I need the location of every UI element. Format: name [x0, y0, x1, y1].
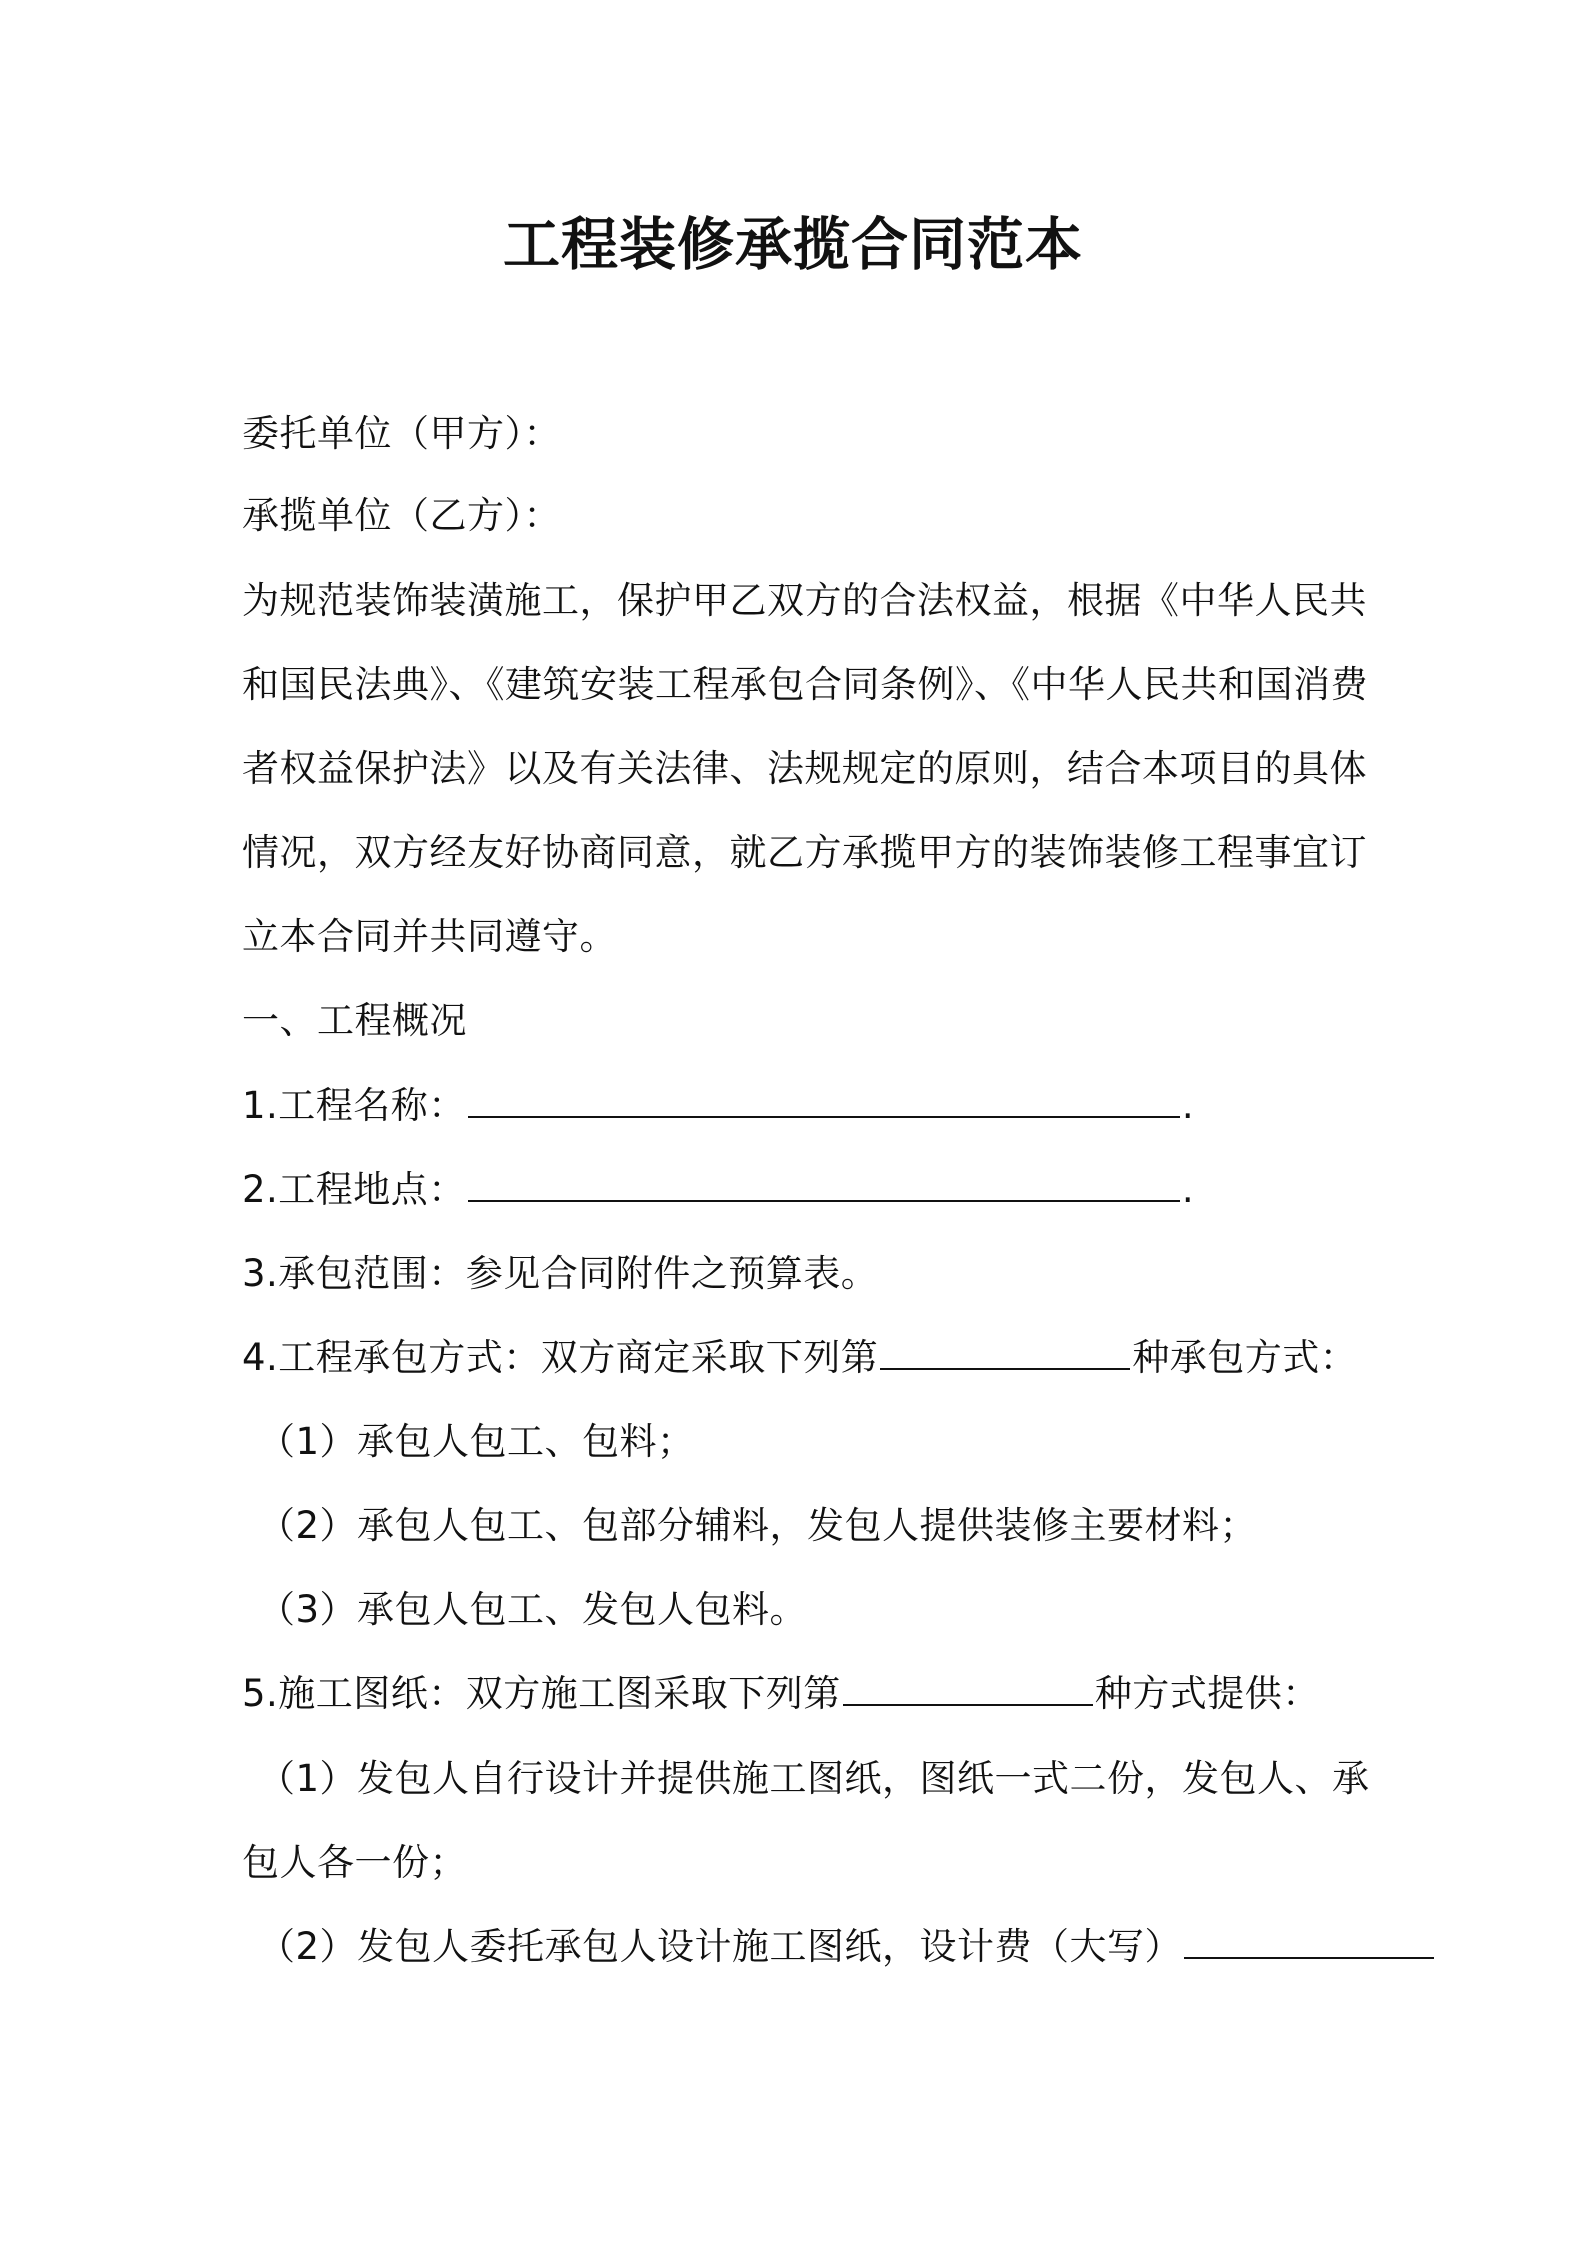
contract-scope: 3.承包范围：参见合同附件之预算表。	[242, 1252, 879, 1295]
drawings-option: （1）发包人自行设计并提供施工图纸，图纸一式二份，发包人、承	[258, 1757, 1370, 1800]
design-fee-blank[interactable]	[1184, 1927, 1434, 1959]
preamble-line: 和国民法典》、《建筑安装工程承包合同条例》、《中华人民共和国消费	[242, 663, 1368, 706]
project-name-label: 1.工程名称：	[242, 1084, 466, 1127]
preamble-line: 情况，双方经友好协商同意，就乙方承揽甲方的装饰装修工程事宜订	[242, 831, 1367, 874]
drawings-option-continued: 包人各一份；	[242, 1841, 467, 1884]
project-location-blank[interactable]	[468, 1170, 1180, 1202]
drawings-row	[242, 1668, 1362, 1720]
document-title: 工程装修承揽合同范本	[503, 212, 1083, 278]
drawings-prefix: 5.施工图纸：双方施工图采取下列第	[242, 1672, 841, 1715]
project-name-row	[242, 1080, 1362, 1132]
drawings-suffix: 种方式提供：	[1094, 1672, 1320, 1715]
project-location-row	[242, 1164, 1362, 1216]
party-b-label: 承揽单位（乙方）：	[242, 494, 561, 537]
party-a-label: 委托单位（甲方）：	[242, 412, 561, 455]
preamble-line: 者权益保护法》以及有关法律、法规规定的原则，结合本项目的具体	[242, 747, 1367, 790]
project-location-label: 2.工程地点：	[242, 1168, 466, 1211]
project-name-end: .	[1181, 1084, 1195, 1127]
contract-method-option: （3）承包人包工、发包人包料。	[258, 1588, 808, 1631]
drawings-blank[interactable]	[843, 1674, 1093, 1706]
contract-method-suffix: 种承包方式：	[1132, 1336, 1358, 1379]
preamble-line: 立本合同并共同遵守。	[242, 915, 617, 958]
contract-method-prefix: 4.工程承包方式：双方商定采取下列第	[242, 1336, 879, 1379]
drawings-option-row	[258, 1921, 1378, 1973]
drawings-option-text: （2）发包人委托承包人设计施工图纸，设计费（大写）	[258, 1925, 1183, 1968]
project-location-end: .	[1181, 1168, 1195, 1211]
contract-method-option: （2）承包人包工、包部分辅料，发包人提供装修主要材料；	[258, 1504, 1258, 1547]
contract-method-row	[242, 1332, 1362, 1384]
section-heading: 一、工程概况	[242, 999, 467, 1042]
preamble-line: 为规范装饰装潢施工，保护甲乙双方的合法权益，根据《中华人民共	[242, 579, 1367, 622]
project-name-blank[interactable]	[468, 1086, 1180, 1118]
contract-method-blank[interactable]	[880, 1338, 1130, 1370]
contract-method-option: （1）承包人包工、包料；	[258, 1420, 695, 1463]
